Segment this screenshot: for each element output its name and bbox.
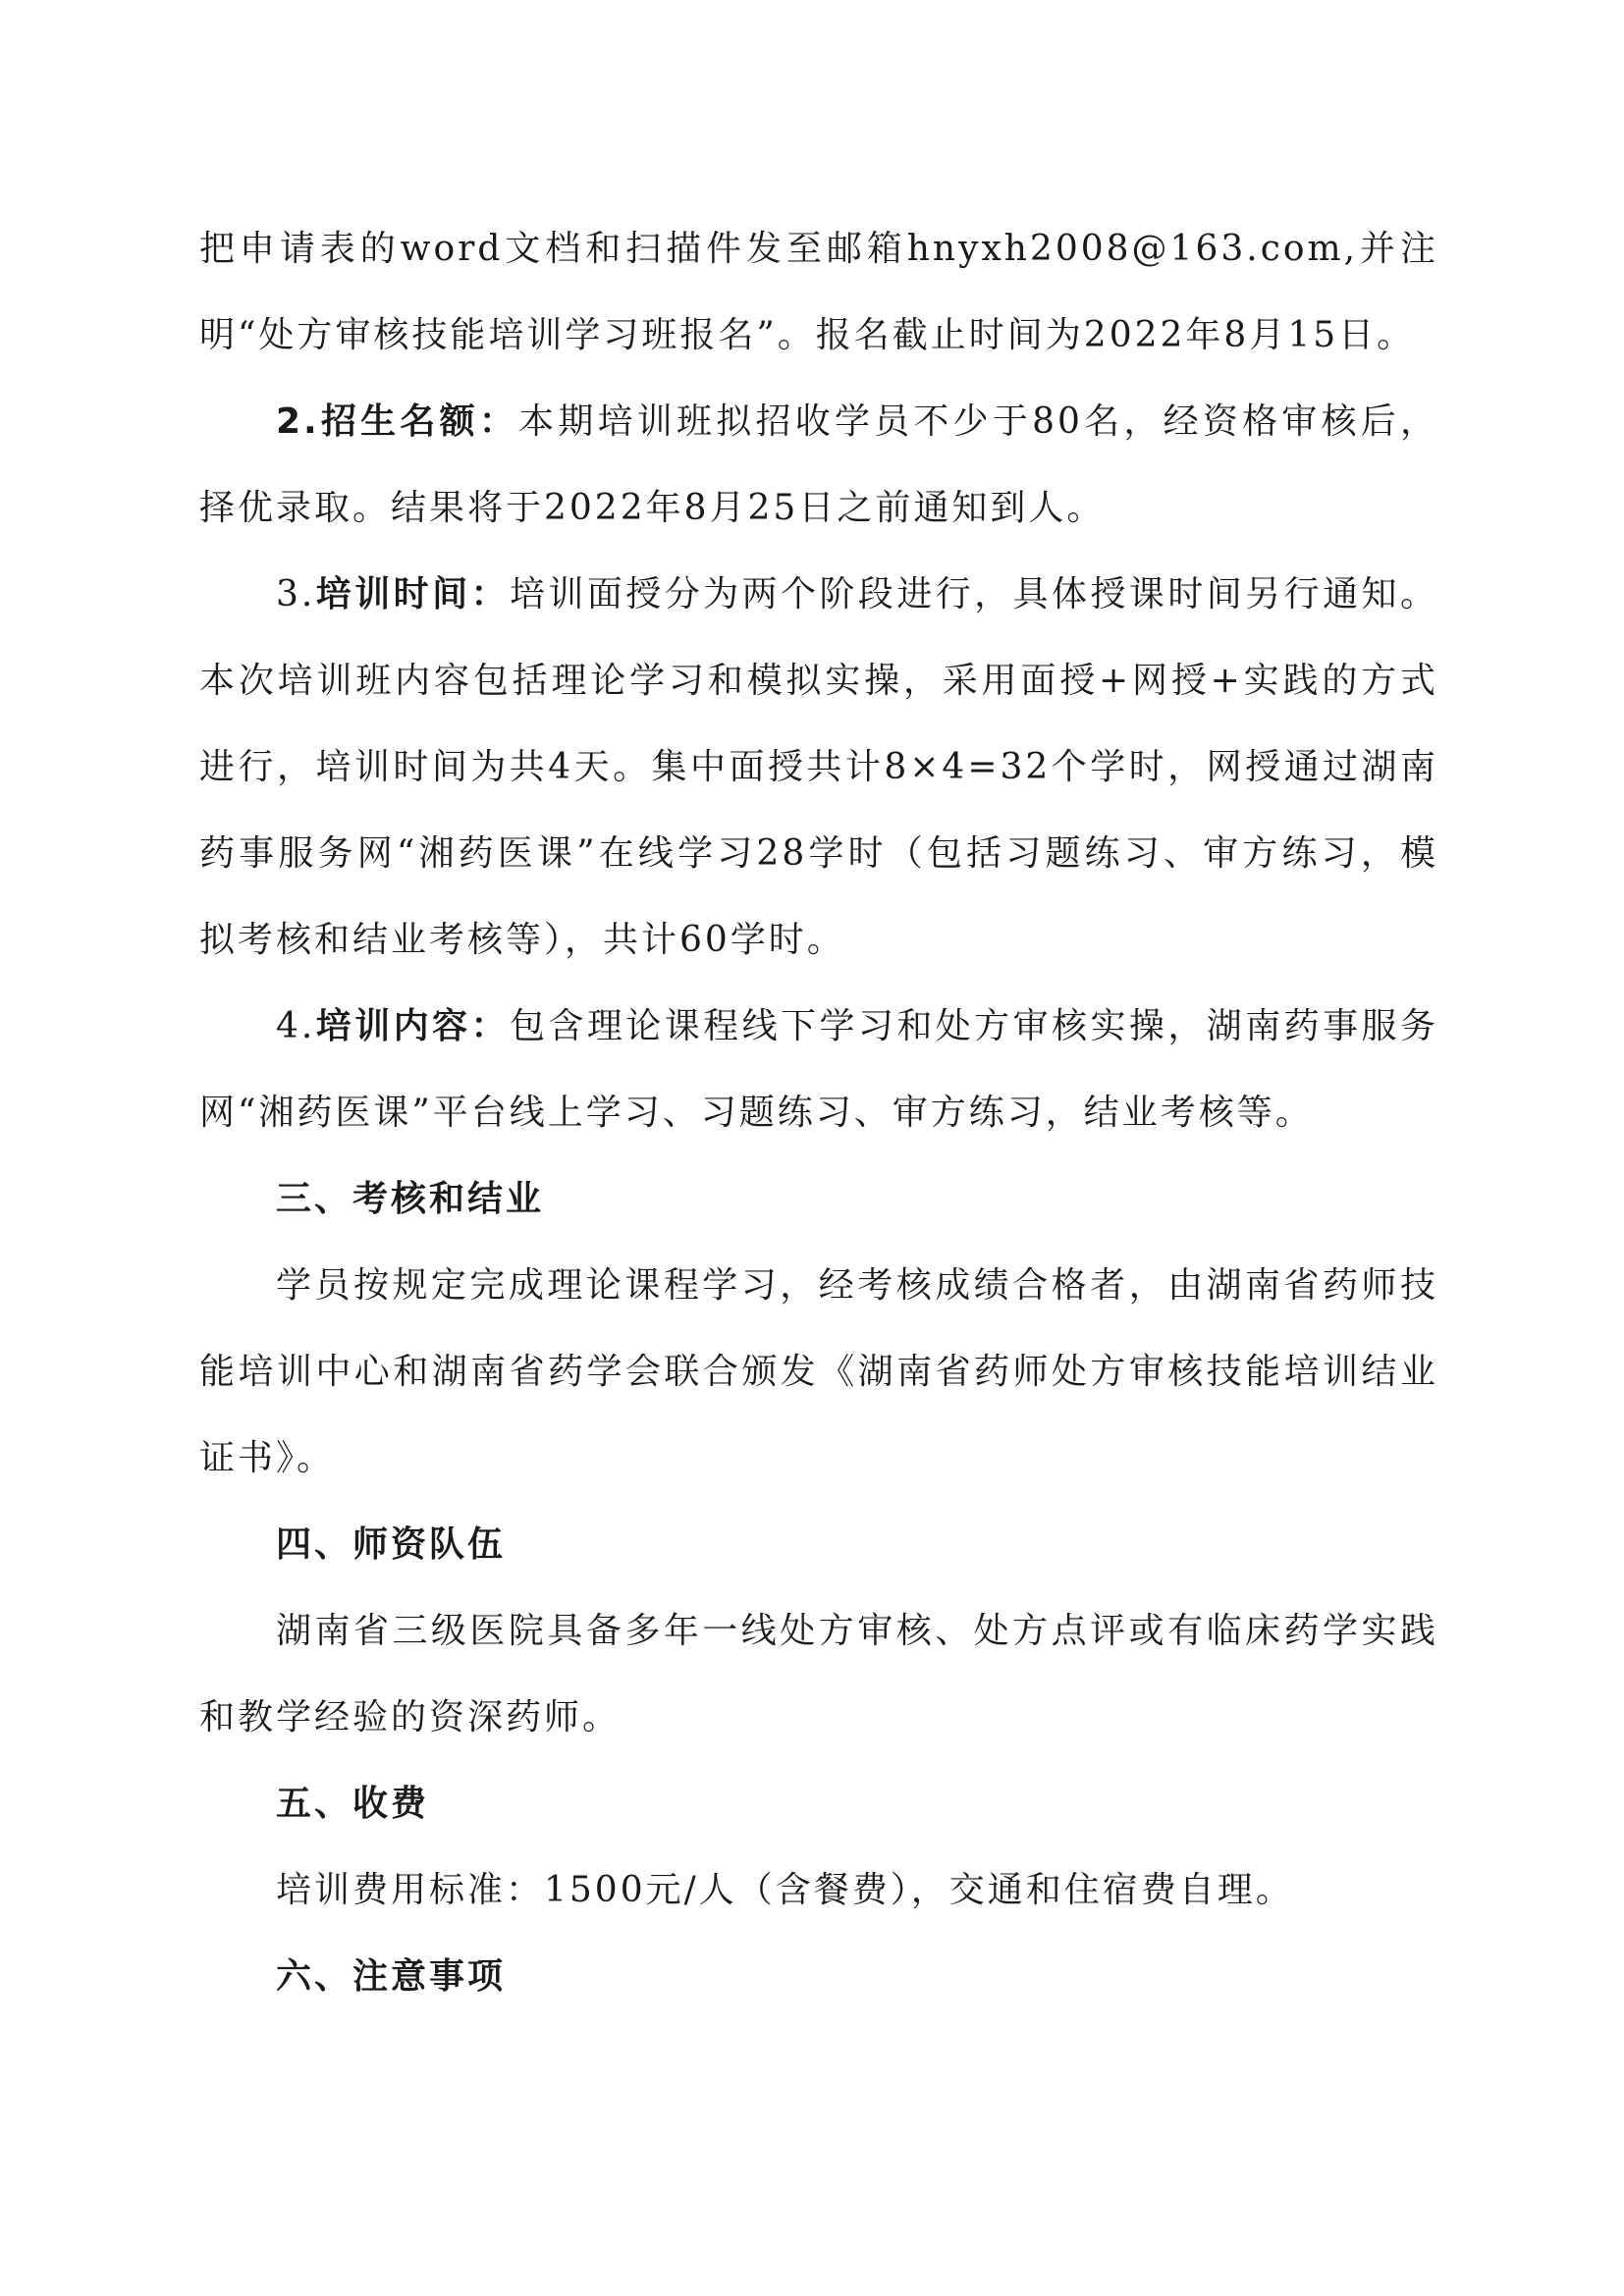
paragraph-training-content [199, 984, 1438, 1156]
paragraph-faculty: 湖南省三级医院具备多年一线处方审核、处方点评或有临床药学实践和教学经验的资深药师。 [199, 1611, 1438, 1737]
training-content-label: 培训内容： [315, 1006, 510, 1046]
section-heading-fees: 五、收费 [276, 1784, 430, 1824]
training-content-number: 4. [276, 1006, 316, 1046]
section-heading-faculty: 四、师资队伍 [276, 1524, 507, 1565]
paragraph-fees: 培训费用标准：1500元/人（含餐费），交通和住宿费自理。 [276, 1870, 1294, 1910]
section-heading-assessment: 三、考核和结业 [276, 1179, 545, 1219]
training-content-text: 包含理论课程线下学习和处方审核实操，湖南药事服务网“湘药医课”平台线上学习、习题练习、审方练习，结业考核等。 [199, 1006, 1438, 1133]
paragraph-training-time [199, 552, 1438, 984]
enrollment-quota-text: 本期培训班拟招收学员不少于80名，经资格审核后，择优录取。结果将于2022年8月25日之前通知到人。 [199, 401, 1438, 528]
training-time-number: 3. [276, 574, 316, 614]
training-time-text: 培训面授分为两个阶段进行，具体授课时间另行通知。本次培训班内容包括理论学习和模拟实操，采用面授+网授+实践的方式进行，培训时间为共4天。集中面授共计8×4=32个学时，网授通过湖南药事服务网“湘药医课”在线学习28学时（包括习题练习、审方练习，模拟考核和结业考核等），共计60学时。 [199, 574, 1438, 960]
paragraph-enrollment-quota [199, 379, 1438, 552]
paragraph-assessment: 学员按规定完成理论课程学习，经考核成绩合格者，由湖南省药师技能培训中心和湖南省药学会联合颁发《湖南省药师处方审核技能培训结业证书》。 [199, 1265, 1438, 1478]
paragraph-registration-email: 把申请表的word文档和扫描件发至邮箱hnyxh2008@163.com,并注明“处方审核技能培训学习班报名”。报名截止时间为2022年8月15日。 [199, 229, 1438, 355]
training-time-label: 培训时间： [315, 574, 510, 614]
enrollment-quota-label: 2.招生名额： [276, 401, 519, 442]
section-heading-notes: 六、注意事项 [276, 1956, 507, 1997]
document-body [199, 206, 1438, 2020]
